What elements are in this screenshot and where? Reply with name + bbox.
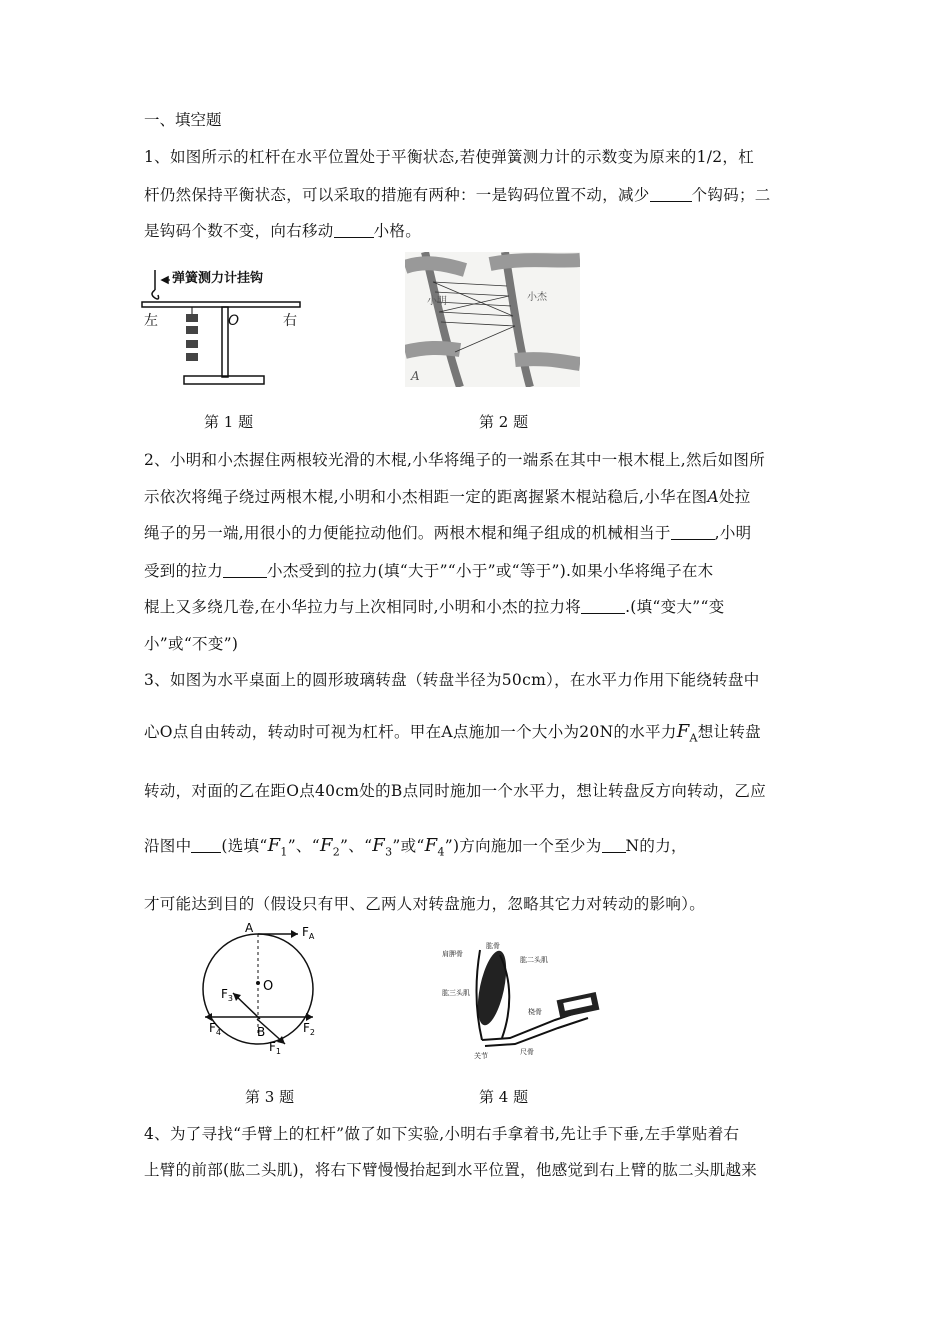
q3-line-1: 3、如图为水平桌面上的圆形玻璃转盘（转盘半径为50cm），在水平力作用下能绕转盘中 (144, 671, 760, 689)
q3-blank-2[interactable] (602, 838, 626, 853)
left-label: 左 (144, 313, 158, 329)
q3-line-4 (144, 834, 687, 859)
arrow-f2-icon (306, 1013, 313, 1021)
math-f4: $F_4$ (424, 835, 445, 859)
pivot-label: O (228, 313, 240, 329)
math-fa: $F_A$ (676, 721, 698, 745)
q3-text: ”、“ (287, 837, 320, 855)
q3-text: 沿图中 (144, 837, 192, 855)
label-radius: 桡骨 (528, 1008, 542, 1016)
q3-line-2 (144, 720, 761, 745)
q2-blank-3[interactable] (581, 599, 625, 614)
q2-text: 绳子的另一端,用很小的力便能拉动他们。两根木棍和绳子组成的机械相当于 (144, 524, 671, 542)
label-xiaojie: 小杰 (527, 292, 547, 303)
q1-line-3 (144, 219, 421, 241)
caption-q2: 第 2 题 (479, 413, 529, 431)
lever-figure (140, 262, 310, 392)
q2-text: 示依次将绳子绕过两根木棍,小明和小杰相距一定的距离握紧木棍站稳后,小华在图 (144, 488, 708, 506)
q2-text: 棍上又多绕几卷,在小华拉力与上次相同时,小明和小杰的拉力将 (144, 598, 582, 616)
q3-text: (选填“ (221, 837, 268, 855)
label-f1: $F_1$ (269, 1040, 281, 1056)
q1-text: 杆仍然保持平衡状态，可以采取的措施有两种：一是钩码位置不动，减少 (144, 186, 650, 204)
q3-text: N的力， (625, 837, 687, 855)
arrow-fa-icon (291, 930, 298, 938)
arrow-icon (162, 277, 168, 283)
label-fa: $F_A$ (302, 925, 315, 941)
label-f2: $F_2$ (303, 1021, 315, 1037)
q2-blank-2[interactable] (223, 563, 267, 578)
q4-line-1: 4、为了寻找“手臂上的杠杆”做了如下实验,小明右手拿着书,先让手下垂,左手掌贴着右 (144, 1125, 740, 1143)
q2-point-a: A (707, 488, 719, 506)
q1-blank-1[interactable] (650, 187, 692, 202)
q2-line-5 (144, 595, 725, 617)
q2-line-2 (144, 485, 751, 507)
label-point-a: A (411, 369, 420, 383)
q3-text: 想让转盘 (697, 723, 761, 741)
q3-blank-1[interactable] (191, 838, 221, 853)
q2-text: ,小明 (714, 524, 752, 542)
label-triceps: 肱三头肌 (442, 989, 470, 997)
q2-line-1: 2、小明和小杰握住两根较光滑的木棍,小华将绳子的一端系在其中一根木棍上,然后如图所 (144, 451, 766, 469)
label-o: O (263, 979, 274, 994)
label-ulna: 尺骨 (520, 1048, 534, 1056)
label-xiaoming: 小明 (427, 296, 447, 307)
label-b: B (257, 1025, 266, 1039)
caption-q1: 第 1 题 (204, 413, 254, 431)
q2-line-3 (144, 521, 751, 543)
hook-label: 弹簧测力计挂钩 (172, 271, 264, 286)
q2-line-4 (144, 559, 713, 581)
caption-q3: 第 3 题 (245, 1088, 295, 1106)
q3-text: 心O点自由转动，转动时可视为杠杆。甲在A点施加一个大小为20N的水平力 (144, 723, 677, 741)
caption-q4: 第 4 题 (479, 1088, 529, 1106)
right-label: 右 (283, 313, 297, 329)
q2-text: 小杰受到的拉力(填“大于”“小于”或“等于”).如果小华将绳子在木 (267, 562, 714, 580)
q3-line-3: 转动，对面的乙在距O点40cm处的B点同时施加一个水平力，想让转盘反方向转动，乙应 (144, 782, 767, 800)
math-f2: $F_2$ (319, 835, 341, 859)
q3-text: ”或“ (392, 837, 425, 855)
turntable-figure (195, 918, 345, 1063)
q1-text: 个钩码；二 (691, 186, 771, 204)
math-f3: $F_3$ (372, 835, 393, 859)
rope-sticks-figure (405, 252, 580, 387)
q2-line-6: 小”或“不变”) (144, 635, 239, 653)
q1-text: 小格。 (373, 222, 422, 240)
q4-line-2: 上臂的前部(肱二头肌)，将右下臂慢慢抬起到水平位置，他感觉到右上臂的肱二头肌越来 (144, 1161, 758, 1179)
lever-bar (142, 302, 300, 307)
section-heading: 一、填空题 (144, 111, 222, 129)
label-scapula: 肩胛骨 (442, 950, 463, 958)
q2-text: .(填“变大”“变 (625, 598, 725, 616)
q1-text: 是钩码个数不变，向右移动 (144, 222, 334, 240)
label-f4: $F_4$ (209, 1021, 221, 1037)
q1-line-2 (144, 183, 771, 205)
q2-text: 受到的拉力 (144, 562, 224, 580)
label-humerus: 肱骨 (486, 942, 500, 950)
q3-text: ”)方向施加一个至少为 (444, 837, 602, 855)
q2-text: 处拉 (718, 488, 751, 506)
arm-figure (440, 940, 605, 1060)
label-f3: $F_3$ (221, 987, 233, 1003)
label-joint: 关节 (474, 1052, 488, 1060)
q1-blank-2[interactable] (334, 223, 374, 238)
math-f1: $F_1$ (267, 835, 288, 859)
q2-blank-1[interactable] (671, 525, 715, 540)
q3-text: ”、“ (340, 837, 373, 855)
hook-icon (152, 290, 159, 299)
q1-line-1: 1、如图所示的杠杆在水平位置处于平衡状态,若使弹簧测力计的示数变为原来的1/2，杠 (144, 148, 755, 166)
label-a: A (245, 921, 254, 935)
q3-line-5: 才可能达到目的（假设只有甲、乙两人对转盘施力，忽略其它力对转动的影响）。 (144, 895, 706, 913)
label-biceps: 肱二头肌 (520, 956, 548, 964)
